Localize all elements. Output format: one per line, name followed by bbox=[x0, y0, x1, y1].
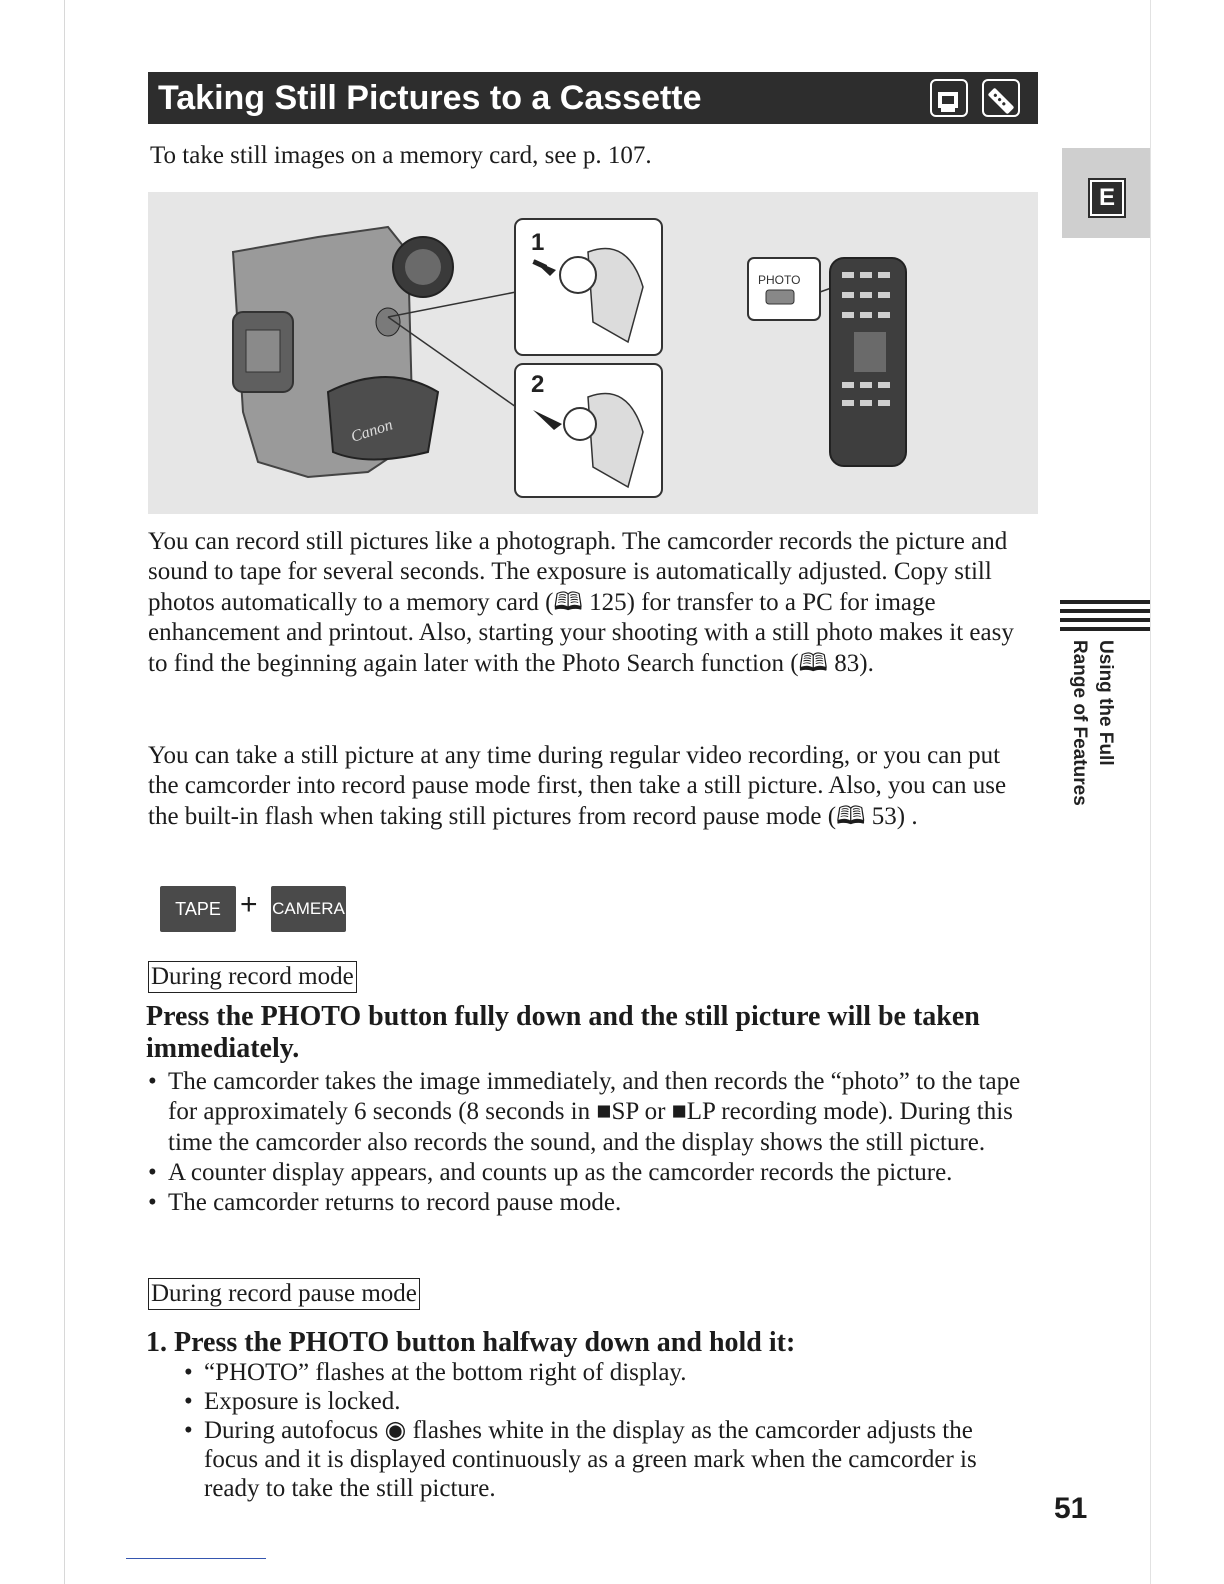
page-number: 51 bbox=[1054, 1492, 1088, 1525]
camcorder-illustration bbox=[148, 192, 1038, 514]
footer-rule bbox=[126, 1558, 266, 1559]
record-pause-mode-label: During record pause mode bbox=[148, 1278, 420, 1310]
record-pause-bullets bbox=[182, 1358, 1032, 1503]
badge-plus: + bbox=[240, 888, 258, 921]
page-title: Taking Still Pictures to a Cassette bbox=[158, 79, 702, 117]
camera-mode-badge: CAMERA bbox=[271, 886, 346, 932]
side-section-label bbox=[1060, 640, 1120, 820]
list-item: • “PHOTO” flashes at the bottom right of display. bbox=[182, 1358, 1032, 1387]
intro-text: To take still images on a memory card, see p. 107. bbox=[150, 142, 652, 169]
side-label-line1: Using the Full bbox=[1095, 640, 1116, 766]
camcorder-drawing bbox=[233, 227, 516, 477]
camcorder-mode-icon bbox=[930, 79, 968, 117]
record-mode-heading: Press the PHOTO button fully down and the still picture will be taken immediately. bbox=[146, 1001, 980, 1064]
record-pause-heading: 1. Press the PHOTO button halfway down and hold it: bbox=[146, 1327, 796, 1358]
side-index-lines bbox=[1060, 600, 1150, 636]
paragraph-intro: You can record still pictures like a photograph. The camcorder records the picture and sound to tape for several seconds. The exposure is automatically adjusted. Copy still photos automatically to a memory card (🕮 125) for transfer to a PC for image enhancement and printout. Also, starting your shooting with a still photo makes it easy to find the beginning again later with the Photo Search function (🕮 83). bbox=[148, 528, 1014, 677]
list-item: • Exposure is locked. bbox=[182, 1387, 1032, 1416]
tape-mode-badge: TAPE bbox=[160, 886, 236, 932]
callout-panel-1 bbox=[515, 219, 662, 355]
remote-photo-label: PHOTO bbox=[758, 273, 801, 287]
callout-panel-2 bbox=[515, 364, 662, 497]
remote-control-drawing bbox=[748, 258, 906, 466]
list-item: • The camcorder returns to record pause mode. bbox=[146, 1188, 1036, 1218]
camera-brand: Canon bbox=[348, 416, 395, 446]
section-tab-letter: E bbox=[1090, 180, 1124, 216]
list-item: • During autofocus ◉ flashes white in the display as the camcorder adjusts the focus and it is displayed continuously as a green mark when the camcorder is ready to take the still picture. bbox=[182, 1416, 1032, 1503]
page-edge-right bbox=[1150, 0, 1151, 1584]
list-item: • The camcorder takes the image immediately, and then records the “photo” to the tape for approximately 6 seconds (8 seconds in ■SP or ■LP recording mode). During this time the camcorder also records the sound, and the display shows the still picture. bbox=[146, 1067, 1036, 1158]
record-mode-label: During record mode bbox=[148, 961, 357, 993]
section-tab bbox=[1062, 148, 1150, 238]
paragraph-recording-modes: You can take a still picture at any time during regular video recording, or you can put the camcorder into record pause mode first, then take a still picture. Also, you can use the built-in flash when taking still pictures from record pause mode (🕮 53) . bbox=[148, 742, 1007, 830]
page-edge-left bbox=[64, 0, 65, 1584]
remote-control-icon bbox=[982, 79, 1020, 117]
callout-number-2: 2 bbox=[531, 371, 545, 398]
callout-number-1: 1 bbox=[531, 229, 545, 256]
side-label-line2: Range of Features bbox=[1069, 640, 1090, 806]
record-mode-bullets bbox=[146, 1067, 1036, 1218]
page-title-bar bbox=[148, 72, 1038, 124]
list-item: • A counter display appears, and counts up as the camcorder records the picture. bbox=[146, 1158, 1036, 1188]
